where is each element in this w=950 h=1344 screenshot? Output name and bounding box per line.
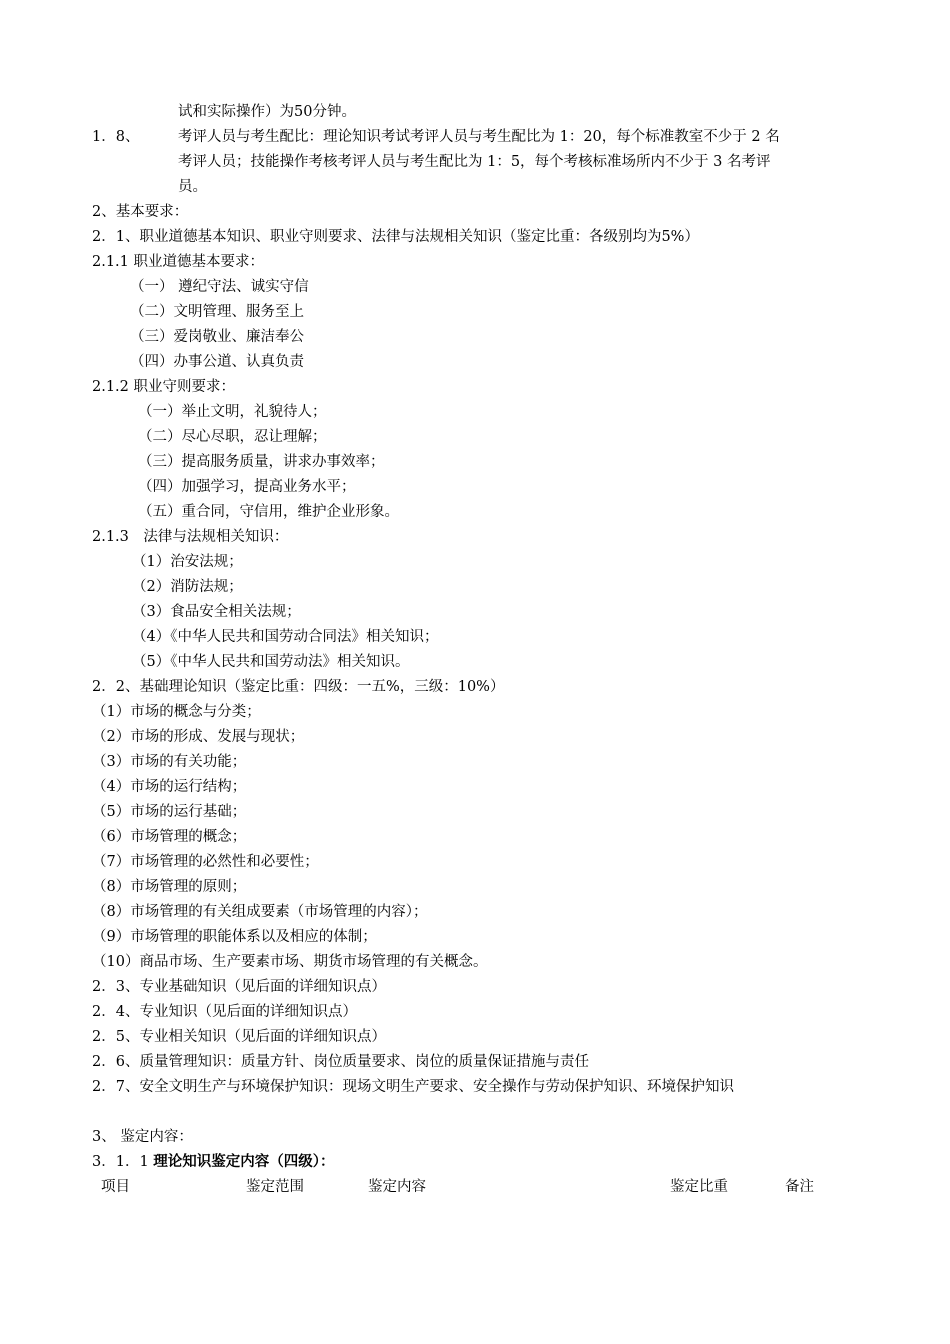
section-heading: 2．4、专业知识（见后面的详细知识点） <box>92 1004 357 1020</box>
list-item: （10）商品市场、生产要素市场、期货市场管理的有关概念。 <box>92 954 488 970</box>
subsection-heading: 2.1.2 职业守则要求： <box>92 379 236 395</box>
list-item: （5）市场的运行基础； <box>92 804 247 820</box>
item-number: 1．8、 <box>92 129 140 145</box>
list-item: （二）文明管理、服务至上 <box>130 304 304 320</box>
section-heading: 2．1、职业道德基本知识、职业守则要求、法律与法规相关知识（鉴定比重：各级别均为5%） <box>92 229 699 245</box>
section-heading: 3、 鉴定内容： <box>92 1129 193 1145</box>
subsection-heading: 2.1.1 职业道德基本要求： <box>92 254 265 270</box>
list-item: （三）提高服务质量，讲求办事效率； <box>138 454 385 470</box>
table-header-weight: 鉴定比重 <box>670 1179 728 1195</box>
list-item: （3）市场的有关功能； <box>92 754 247 770</box>
text-line: 员。 <box>178 179 207 195</box>
list-item: （四）加强学习，提高业务水平； <box>138 479 356 495</box>
text-line: 考评人员；技能操作考核考评人员与考生配比为 1：5，每个考核标准场所内不少于 3 名考评 <box>178 154 771 170</box>
section-heading: 2．5、专业相关知识（见后面的详细知识点） <box>92 1029 386 1045</box>
list-item: （2）消防法规； <box>132 579 243 595</box>
list-item: （4）市场的运行结构； <box>92 779 247 795</box>
text-line: 考评人员与考生配比：理论知识考试考评人员与考生配比为 1：20，每个标准教室不少于 2 名 <box>178 129 780 145</box>
list-item: （一） 遵纪守法、诚实守信 <box>130 279 309 295</box>
table-header-scope: 鉴定范围 <box>246 1179 304 1195</box>
subsection-number: 3．1．1 <box>92 1154 154 1170</box>
list-item: （1）治安法规； <box>132 554 243 570</box>
list-item: （二）尽心尽职，忍让理解； <box>138 429 327 445</box>
list-item: （三）爱岗敬业、廉洁奉公 <box>130 329 304 345</box>
list-item: （8）市场管理的原则； <box>92 879 247 895</box>
subsection-heading: 2.1.3 法律与法规相关知识： <box>92 529 289 545</box>
section-heading: 2．7、安全文明生产与环境保护知识：现场文明生产要求、安全操作与劳动保护知识、环境保护知识 <box>92 1079 734 1095</box>
section-heading: 2．3、专业基础知识（见后面的详细知识点） <box>92 979 386 995</box>
text-line: 试和实际操作）为50分钟。 <box>178 104 356 120</box>
list-item: （2）市场的形成、发展与现状； <box>92 729 305 745</box>
section-heading: 2．2、基础理论知识（鉴定比重：四级：一五%，三级：10%） <box>92 679 505 695</box>
list-item: （8）市场管理的有关组成要素（市场管理的内容）； <box>92 904 428 920</box>
list-item: （7）市场管理的必然性和必要性； <box>92 854 319 870</box>
list-item: （五）重合同，守信用，维护企业形象。 <box>138 504 399 520</box>
subsection-heading <box>92 1151 335 1173</box>
section-heading: 2．6、质量管理知识：质量方针、岗位质量要求、岗位的质量保证措施与责任 <box>92 1054 589 1070</box>
list-item: （9）市场管理的职能体系以及相应的体制； <box>92 929 377 945</box>
list-item: （3）食品安全相关法规； <box>132 604 301 620</box>
list-item: （四）办事公道、认真负责 <box>130 354 304 370</box>
list-item: （6）市场管理的概念； <box>92 829 247 845</box>
table-header-notes: 备注 <box>785 1179 814 1195</box>
list-item: （4）《中华人民共和国劳动合同法》相关知识； <box>132 629 439 645</box>
table-header-project: 项目 <box>101 1179 130 1195</box>
table-header-content: 鉴定内容 <box>368 1179 426 1195</box>
section-heading: 2、基本要求： <box>92 204 189 220</box>
list-item: （5）《中华人民共和国劳动法》相关知识。 <box>132 654 410 670</box>
list-item: （一）举止文明，礼貌待人； <box>138 404 327 420</box>
list-item: （1）市场的概念与分类； <box>92 704 261 720</box>
subsection-title: 理论知识鉴定内容（四级）： <box>153 1153 335 1170</box>
